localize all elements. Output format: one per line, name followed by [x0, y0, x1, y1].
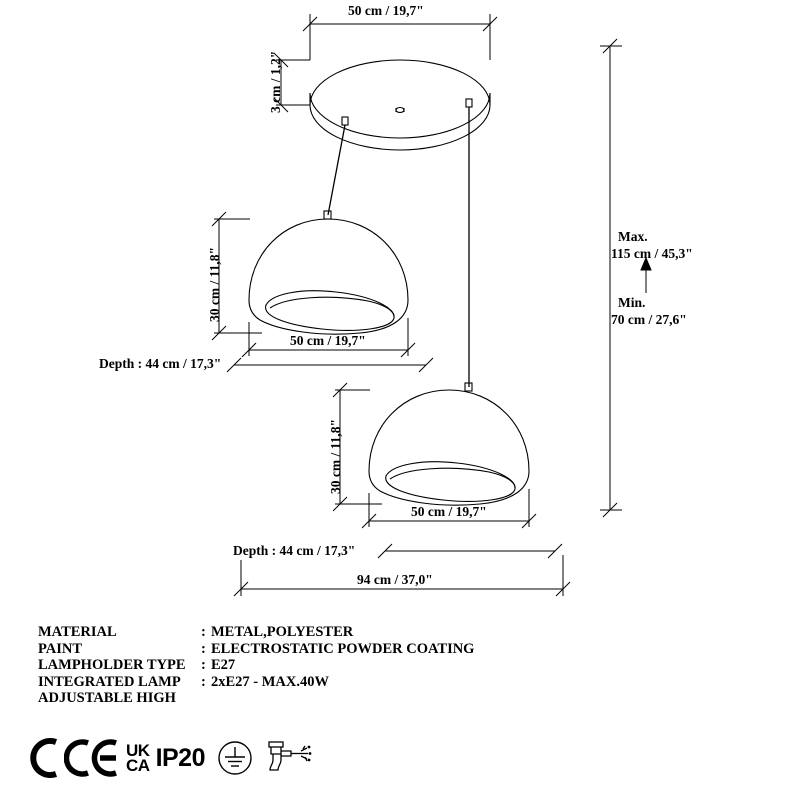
ukca-bottom-text: CA — [126, 756, 150, 775]
dim-shade2-height: 30 cm / 11,8" — [328, 419, 343, 494]
dim-shade1-height: 30 cm / 11,8" — [207, 247, 222, 322]
ukca-top-text: UK — [126, 741, 150, 760]
spec-value: E27 — [211, 657, 236, 674]
spec-row-paint — [38, 641, 474, 658]
spec-value: ELECTROSTATIC POWDER COATING — [211, 640, 475, 657]
spec-colon: : — [201, 640, 206, 657]
dim-canopy-thickness: 3 cm / 1,2" — [268, 50, 283, 113]
dim-max-value: 115 cm / 45,3" — [611, 246, 693, 261]
spec-value: 2xE27 - MAX.40W — [211, 673, 330, 690]
spec-row-material — [38, 624, 474, 641]
spec-label: LAMPHOLDER TYPE — [38, 657, 186, 674]
canopy-ellipse — [310, 60, 490, 150]
spec-row-integrated-lamp — [38, 674, 474, 691]
suspension-fittings — [342, 99, 472, 125]
shade-upper — [249, 211, 408, 334]
specifications-table — [38, 624, 474, 707]
ce-mark-icon — [64, 737, 120, 779]
spec-row-adjustable-high — [38, 690, 474, 707]
powder-coating-icon — [261, 738, 313, 778]
ukca-mark-icon — [126, 743, 150, 773]
spec-value: METAL,POLYESTER — [211, 624, 354, 640]
dim-max-label: Max. — [618, 229, 648, 244]
dim-shade2-depth: Depth : 44 cm / 17,3" — [233, 543, 356, 558]
dim-shade1-depth: Depth : 44 cm / 17,3" — [99, 356, 222, 371]
dim-shade2-width: 50 cm / 19,7" — [411, 504, 487, 519]
adjustable-height-arrow — [641, 258, 651, 293]
spec-colon: : — [201, 657, 206, 674]
dim-min-value: 70 cm / 27,6" — [611, 312, 687, 327]
certification-icons — [30, 735, 313, 781]
ip-rating-label: IP20 — [155, 743, 205, 772]
dim-canopy-width: 50 cm / 19,7" — [348, 3, 424, 18]
dim-min-label: Min. — [618, 295, 646, 310]
spec-label: MATERIAL — [38, 624, 117, 640]
dim-shade1-width: 50 cm / 19,7" — [290, 333, 366, 348]
c-conformity-icon — [30, 737, 60, 779]
dim-overall-width: 94 cm / 37,0" — [357, 572, 433, 587]
cable-left — [328, 125, 345, 215]
spec-row-lampholder-type — [38, 657, 474, 674]
spec-label: PAINT — [38, 640, 83, 657]
shade-lower — [369, 383, 529, 505]
spec-label: INTEGRATED LAMP — [38, 673, 181, 690]
spec-label: ADJUSTABLE HIGH — [38, 690, 176, 707]
earth-ground-icon — [215, 738, 255, 778]
spec-colon — [201, 690, 211, 707]
spec-colon: : — [201, 624, 206, 640]
spec-colon: : — [201, 673, 206, 690]
